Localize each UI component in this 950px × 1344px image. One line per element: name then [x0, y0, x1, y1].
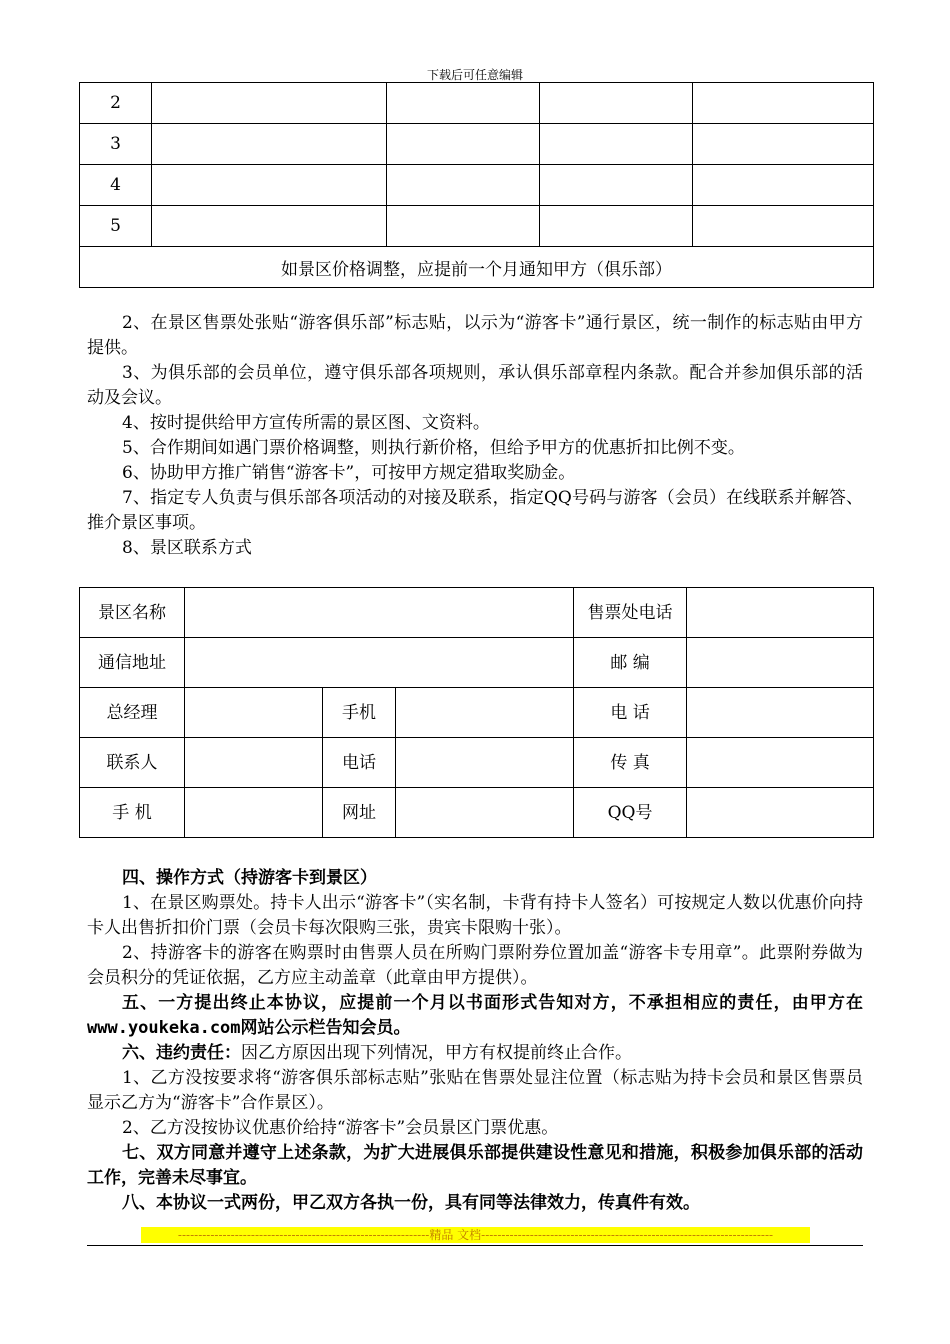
table-row	[80, 638, 874, 688]
clauses-block	[87, 311, 863, 561]
price-adjust-note: 如景区价格调整，应提前一个月通知甲方（俱乐部）	[80, 247, 874, 288]
table-cell	[387, 83, 540, 124]
label-mobile: 手机	[323, 688, 396, 738]
clause-5: 5、合作期间如遇门票价格调整，则执行新价格，但给予甲方的优惠折扣比例不变。	[122, 438, 745, 458]
table-cell	[540, 165, 693, 206]
header-note: 下载后可任意编辑	[426, 68, 523, 82]
table-cell	[540, 83, 693, 124]
footer-band	[141, 1227, 810, 1243]
section6-title: 六、违约责任：	[122, 1043, 241, 1063]
table-cell	[152, 124, 387, 165]
label-mobile2: 手 机	[80, 788, 185, 838]
footer-dashes-left: --------------------------------------------------------------	[177, 1228, 430, 1242]
footer-divider	[87, 1245, 863, 1246]
value-mobile	[396, 688, 574, 738]
table-row	[80, 124, 874, 165]
table-cell	[152, 165, 387, 206]
footer-label: 精品 文档	[429, 1228, 482, 1242]
label-fax: 传 真	[574, 738, 687, 788]
value-qq	[687, 788, 874, 838]
table-cell	[693, 165, 874, 206]
table-row	[80, 738, 874, 788]
row-number: 5	[80, 206, 152, 247]
section4-item-2: 2、持游客卡的游客在购票时由售票人员在所购门票附券位置加盖“游客卡专用章”。此票附券做为会员积分的凭证依据，乙方应主动盖章（此章由甲方提供）。	[87, 943, 863, 988]
label-phone: 电 话	[574, 688, 687, 738]
table-row	[80, 83, 874, 124]
footer-dashes-right: ------------------------------------------------------------------------	[481, 1228, 774, 1242]
section5-text-end: 网站公示栏告知会员。	[240, 1018, 411, 1038]
row-number: 4	[80, 165, 152, 206]
table-row	[80, 247, 874, 288]
section8: 八、本协议一式两份，甲乙双方各执一份，具有同等法律效力，传真件有效。	[122, 1193, 700, 1213]
sections-block	[87, 866, 863, 1216]
table-row	[80, 688, 874, 738]
label-postcode: 邮 编	[574, 638, 687, 688]
clause-4: 4、按时提供给甲方宣传所需的景区图、文资料。	[122, 413, 490, 433]
section6-text: 因乙方原因出现下列情况，甲方有权提前终止合作。	[241, 1043, 632, 1063]
section4-title: 四、操作方式（持游客卡到景区）	[122, 868, 377, 888]
label-address: 通信地址	[80, 638, 185, 688]
table-cell	[387, 206, 540, 247]
label-phone2: 电话	[323, 738, 396, 788]
value-postcode	[687, 638, 874, 688]
section6-item-2: 2、乙方没按协议优惠价给持“游客卡”会员景区门票优惠。	[122, 1118, 559, 1138]
table-row	[80, 206, 874, 247]
table-cell	[387, 124, 540, 165]
price-table	[79, 82, 874, 288]
value-ticket-phone	[687, 588, 874, 638]
label-scenic-name: 景区名称	[80, 588, 185, 638]
table-cell	[152, 83, 387, 124]
value-address	[185, 638, 574, 688]
row-number: 2	[80, 83, 152, 124]
value-phone	[687, 688, 874, 738]
section6	[87, 1041, 863, 1066]
section5-text: 五、一方提出终止本协议，应提前一个月以书面形式告知对方，不承担相应的责任，由甲方在	[122, 993, 863, 1013]
website-link[interactable]: www.youkeka.com	[87, 1018, 241, 1038]
table-cell	[693, 124, 874, 165]
value-website	[396, 788, 574, 838]
table-cell	[693, 83, 874, 124]
clause-6: 6、协助甲方推广销售“游客卡”，可按甲方规定猎取奖励金。	[122, 463, 576, 483]
contact-table	[79, 587, 874, 838]
clause-8: 8、景区联系方式	[122, 538, 252, 558]
label-contact-person: 联系人	[80, 738, 185, 788]
value-mobile2	[185, 788, 323, 838]
table-row	[80, 788, 874, 838]
table-cell	[693, 206, 874, 247]
section7: 七、双方同意并遵守上述条款，为扩大进展俱乐部提供建设性意见和措施，积极参加俱乐部的活动工作，完善未尽事宜。	[87, 1143, 863, 1188]
section6-item-1: 1、乙方没按要求将“游客俱乐部标志贴”张贴在售票处显注位置（标志贴为持卡会员和景区售票员显示乙方为“游客卡”合作景区）。	[87, 1068, 863, 1113]
value-scenic-name	[185, 588, 574, 638]
table-row	[80, 588, 874, 638]
clause-3: 3、为俱乐部的会员单位，遵守俱乐部各项规则，承认俱乐部章程内条款。配合并参加俱乐部的活动及会议。	[87, 363, 863, 408]
value-general-manager	[185, 688, 323, 738]
value-phone2	[396, 738, 574, 788]
table-cell	[540, 206, 693, 247]
value-fax	[687, 738, 874, 788]
clause-2: 2、在景区售票处张贴“游客俱乐部”标志贴，以示为“游客卡”通行景区，统一制作的标志贴由甲方提供。	[87, 313, 863, 358]
label-website: 网址	[323, 788, 396, 838]
label-qq: QQ号	[574, 788, 687, 838]
table-cell	[387, 165, 540, 206]
clause-7: 7、指定专人负责与俱乐部各项活动的对接及联系，指定QQ号码与游客（会员）在线联系并解答、推介景区事项。	[87, 488, 863, 533]
section4-item-1: 1、在景区购票处。持卡人出示“游客卡”（实名制，卡背有持卡人签名）可按规定人数以优惠价向持卡人出售折扣价门票（会员卡每次限购三张，贵宾卡限购十张）。	[87, 893, 863, 938]
label-general-manager: 总经理	[80, 688, 185, 738]
section5	[87, 991, 863, 1041]
table-cell	[540, 124, 693, 165]
table-cell	[152, 206, 387, 247]
label-ticket-phone: 售票处电话	[574, 588, 687, 638]
row-number: 3	[80, 124, 152, 165]
table-row	[80, 165, 874, 206]
value-contact-person	[185, 738, 323, 788]
